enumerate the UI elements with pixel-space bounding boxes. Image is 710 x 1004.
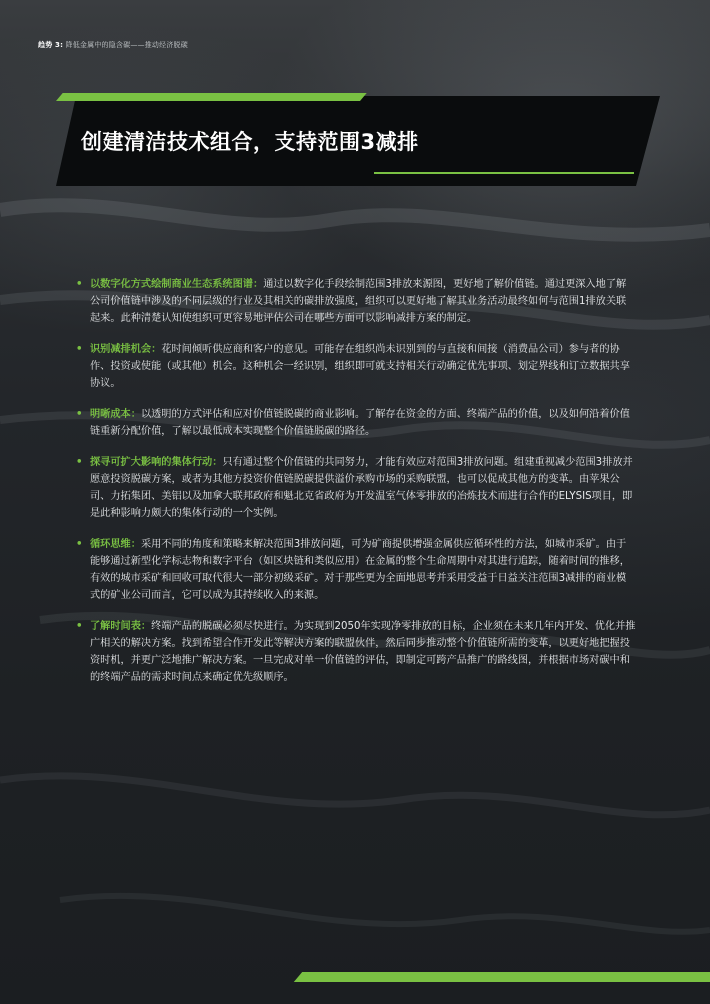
- list-item: [76, 341, 636, 392]
- trend-text: 降低金属中的隐含碳——推动经济脱碳: [63, 41, 188, 49]
- footer-accent-bar: [294, 972, 710, 982]
- item-text: 只有通过整个价值链的共同努力，才能有效应对范围3排放问题。组建重视减少范围3排放并愿意投资脱碳方案，或者为其他方投资价值链脱碳提供溢价承购市场的采购联盟，也可以促成其他方的变革。由苹果公司、力拓集团、美铝以及加拿大联邦政府和魁北克省政府为开发温室气体零排放的冶炼技术而进行合作的ELYSIS项目，即是此种影响力颇大的集体行动的一个实例。: [90, 457, 633, 519]
- item-lead: 探寻可扩大影响的集体行动：: [90, 457, 223, 468]
- bullet-icon: •: [76, 457, 83, 468]
- item-text: 终端产品的脱碳必须尽快进行。为实现到2050年实现净零排放的目标，企业须在未来几年内开发、优化并推广相关的解决方案。找到希望合作开发此等解决方案的联盟伙伴，然后同步推动整个价值链所需的变革，以更好地把握投资时机，并更广泛地推广解决方案。一旦完成对单一价值链的评估，即制定可跨产品推广的路线图，并根据市场对碳中和的终端产品的需求时间点来确定优先级顺序。: [90, 621, 636, 683]
- title-underline: [374, 172, 634, 174]
- running-header: [38, 40, 188, 50]
- item-lead: 循环思维：: [90, 539, 141, 550]
- item-text: 以透明的方式评估和应对价值链脱碳的商业影响。了解存在资金的方面、终端产品的价值，以及如何沿着价值链重新分配价值，了解以最低成本实现整个价值链脱碳的路径。: [90, 409, 630, 437]
- section-title: 创建清洁技术组合，支持范围3减排: [81, 130, 419, 154]
- trend-label: 趋势 3:: [38, 41, 64, 49]
- list-item: [76, 276, 636, 327]
- item-lead: 明晰成本：: [90, 409, 141, 420]
- bullet-icon: •: [76, 409, 83, 420]
- item-lead: 以数字化方式绘制商业生态系统图谱：: [90, 279, 264, 290]
- title-accent-bar: [56, 93, 367, 101]
- item-lead: 了解时间表：: [90, 621, 152, 632]
- list-item: [76, 454, 636, 522]
- item-text: 花时间倾听供应商和客户的意见。可能存在组织尚未识别到的与直接和间接（消费品公司）参与者的协作、投资或使能（或其他）机会。这种机会一经识别，组织即可就支持相关行动确定优先事项、划定界线和订立数据共享协议。: [90, 344, 630, 389]
- bullet-icon: •: [76, 279, 83, 290]
- item-lead: 识别减排机会：: [90, 344, 162, 355]
- list-item: [76, 618, 636, 686]
- list-item: [76, 406, 636, 440]
- item-text: 通过以数字化手段绘制范围3排放来源图，更好地了解价值链。通过更深入地了解公司价值链中涉及的不同层级的行业及其相关的碳排放强度，组织可以更好地了解其业务活动最终如何与范围1排放关联起来。此种清楚认知使组织可更容易地评估公司在哪些方面可以影响减排方案的制定。: [90, 279, 627, 324]
- list-item: [76, 536, 636, 604]
- item-text: 采用不同的角度和策略来解决范围3排放问题，可为矿商提供增强金属供应循环性的方法，如城市采矿。由于能够通过新型化学标志物和数字平台（如区块链和类似应用）在金属的整个生命周期中对其进行追踪，随着时间的推移，有效的城市采矿和回收可取代很大一部分初级采矿。对于那些更为全面地思考并采用受益于日益关注范围3减排的商业模式的矿业公司而言，它可以成为其持续收入的来源。: [90, 539, 630, 601]
- bullet-icon: •: [76, 539, 83, 550]
- bullet-icon: •: [76, 344, 83, 355]
- bullet-icon: •: [76, 621, 83, 632]
- bullet-list: [76, 276, 636, 700]
